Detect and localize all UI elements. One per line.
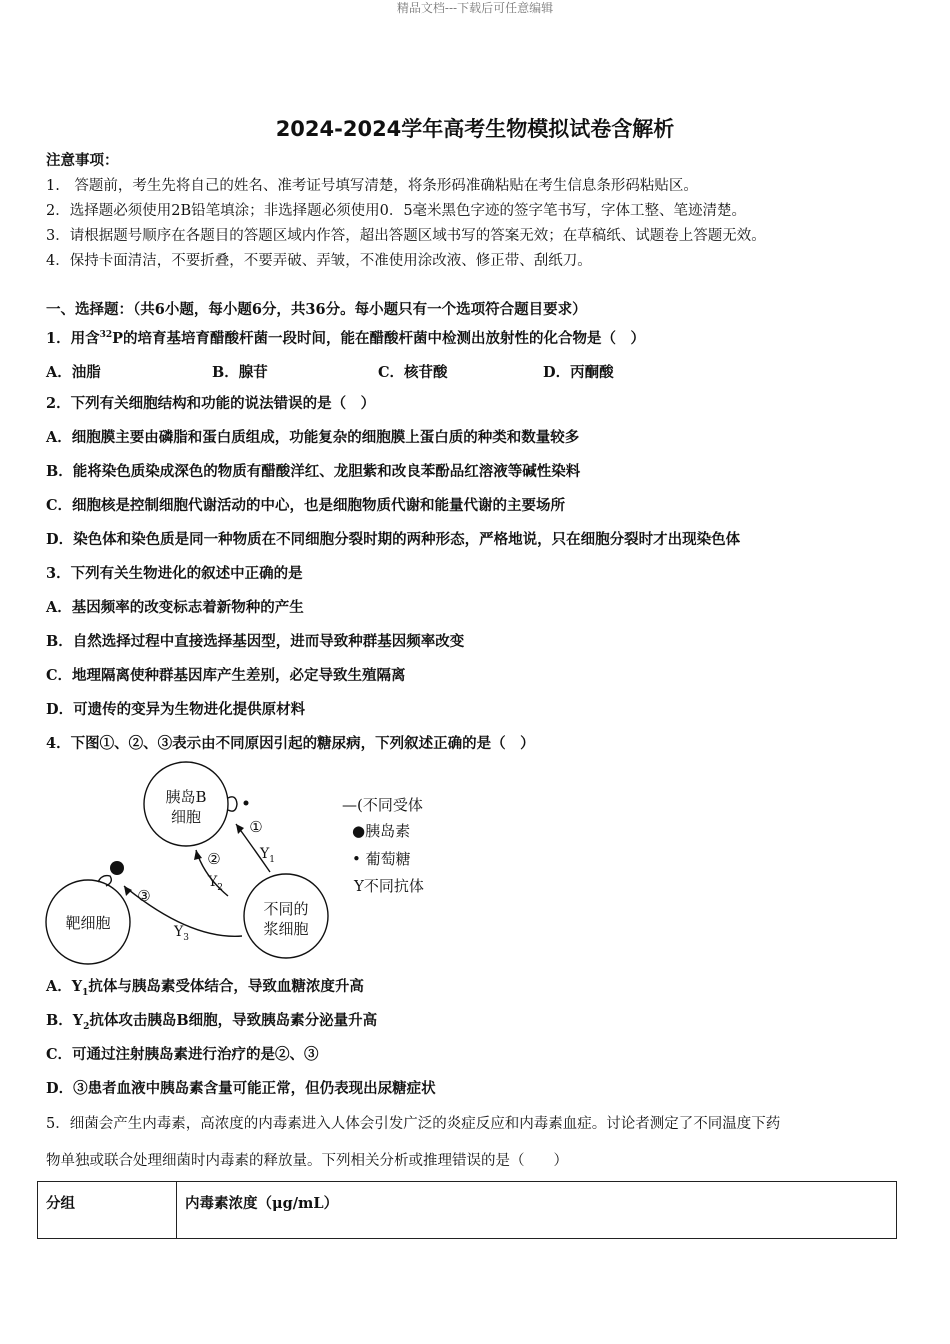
notice-item-1: 1. 答题前，考生先将自己的姓名、准考证号填写清楚，将条形码准确粘贴在考生信息条形码粘贴区。 [46,178,698,194]
q2-option-a: A．细胞膜主要由磷脂和蛋白质组成，功能复杂的细胞膜上蛋白质的种类和数量较多 [46,429,580,446]
table-row [38,1182,897,1239]
q5-stem-line-1: 5．细菌会产生内毒素，高浓度的内毒素进入人体会引发广泛的炎症反应和内毒素血症。讨论者测定了不同温度下药 [46,1116,781,1132]
plasma-cell-label-2: 浆细胞 [263,920,309,938]
q4-option-a [46,977,364,1003]
q3-option-a: A．基因频率的改变标志着新物种的产生 [46,599,304,616]
q3-option-d: D．可遗传的变异为生物进化提供原材料 [46,701,306,718]
table-header-group: 分组 [38,1182,177,1239]
cell-b-label-1: 胰岛B [165,788,207,806]
antibody-y2 [207,874,223,893]
notice-heading: 注意事项： [46,152,119,169]
antibody-y3-sub: 3 [183,933,189,943]
receptor-b-icon [228,797,237,811]
notice-item-2: 2．选择题必须使用2B铅笔填涂；非选择题必须使用0．5毫米黑色字迹的签字笔书写，字体工整、笔迹清楚。 [46,203,747,219]
glucose-dot-icon [244,801,249,806]
q1-option-c: C．核苷酸 [378,364,448,381]
q5-stem-line-2: 物单独或联合处理细菌时内毒素的释放量。下列相关分析或推理错误的是（ ） [46,1153,568,1169]
antibody-y3 [173,924,189,943]
q3-stem: 3．下列有关生物进化的叙述中正确的是 [46,565,303,582]
q1-isotope-sup: 32 [99,330,113,340]
table-header-concentration: 内毒素浓度（μg/mL） [177,1182,897,1239]
q4-option-b-sub: 2 [83,1021,90,1032]
arrowhead-2 [194,850,202,860]
q4-option-b-post: 抗体攻击胰岛B细胞，导致胰岛素分泌量升高 [89,1012,378,1029]
antibody-y2-letter: Y [208,874,218,890]
q4-option-a-sub: 1 [82,987,89,998]
q5-table [37,1181,897,1239]
diabetes-diagram [40,758,460,968]
q2-option-b: B．能将染色质染成深色的物质有醋酸洋红、龙胆紫和改良苯酚品红溶液等碱性染料 [46,463,581,480]
q4-option-a-pre: A．Y [46,978,83,995]
antibody-y2-sub: 2 [217,883,223,893]
watermark: 精品文档---下载后可任意编辑 [396,1,554,15]
notice-item-3: 3．请根据题号顺序在各题目的答题区域内作答，超出答题区域书写的答案无效；在草稿纸、试题卷上答题无效。 [46,228,766,244]
insulin-dot-icon [110,861,124,875]
q4-option-a-post: 抗体与胰岛素受体结合，导致血糖浓度升高 [88,978,364,995]
q4-stem: 4．下图①、②、③表示由不同原因引起的糖尿病，下列叙述正确的是（ ） [46,735,535,752]
q1-option-b: B．腺苷 [212,364,268,381]
notice-item-4: 4．保持卡面清洁，不要折叠，不要弄破、弄皱，不准使用涂改液、修正带、刮纸刀。 [46,253,592,269]
q1-option-d: D．丙酮酸 [543,364,614,381]
arrowhead-3 [124,886,132,896]
legend-insulin: ●胰岛素 [352,822,411,840]
marker-3: ③ [137,887,151,905]
antibody-y3-letter: Y [174,924,184,940]
q4-option-d-text: D．③患者血液中胰岛素含量可能正常，但仍表现出尿糖症状 [46,1080,436,1097]
marker-2: ② [207,850,221,868]
receptor-target-icon [98,876,111,886]
q3-option-c: C．地理隔离使种群基因库产生差别，必定导致生殖隔离 [46,667,406,684]
q4-option-b [46,1011,377,1037]
legend-receptor: —(不同受体 [342,796,423,814]
legend-glucose: • 葡萄糖 [352,850,411,868]
q4-option-d [46,1079,436,1099]
q1-stem [46,325,645,349]
marker-1: ① [249,818,263,836]
q4-option-b-pre: B．Y [46,1012,84,1029]
legend-antibody: Y不同抗体 [354,877,424,895]
q4-option-c [46,1045,319,1065]
section-heading: 一、选择题：（共6小题，每小题6分，共36分。每小题只有一个选项符合题目要求） [46,301,587,318]
target-cell-label: 靶细胞 [65,914,111,932]
q1-stem-post: P的培育基培育醋酸杆菌一段时间，能在醋酸杆菌中检测出放射性的化合物是（ ） [112,329,646,347]
q4-option-c-text: C．可通过注射胰岛素进行治疗的是②、③ [46,1046,319,1063]
antibody-y1 [259,846,275,865]
q3-option-b: B．自然选择过程中直接选择基因型，进而导致种群基因频率改变 [46,633,465,650]
q2-option-d: D．染色体和染色质是同一种物质在不同细胞分裂时期的两种形态，严格地说，只在细胞分裂时才出现染色体 [46,531,741,548]
q1-stem-pre: 1．用含 [46,329,100,347]
q1-option-a: A．油脂 [46,364,101,381]
antibody-y1-sub: 1 [269,855,275,865]
q2-option-c: C．细胞核是控制细胞代谢活动的中心，也是细胞物质代谢和能量代谢的主要场所 [46,497,566,514]
plasma-cell-label-1: 不同的 [263,900,309,918]
page-title: 2024-2024学年高考生物模拟试卷含解析 [275,117,675,141]
q2-stem: 2．下列有关细胞结构和功能的说法错误的是（ ） [46,395,376,412]
cell-b-label-2: 细胞 [170,808,202,826]
antibody-y1-letter: Y [260,846,270,862]
